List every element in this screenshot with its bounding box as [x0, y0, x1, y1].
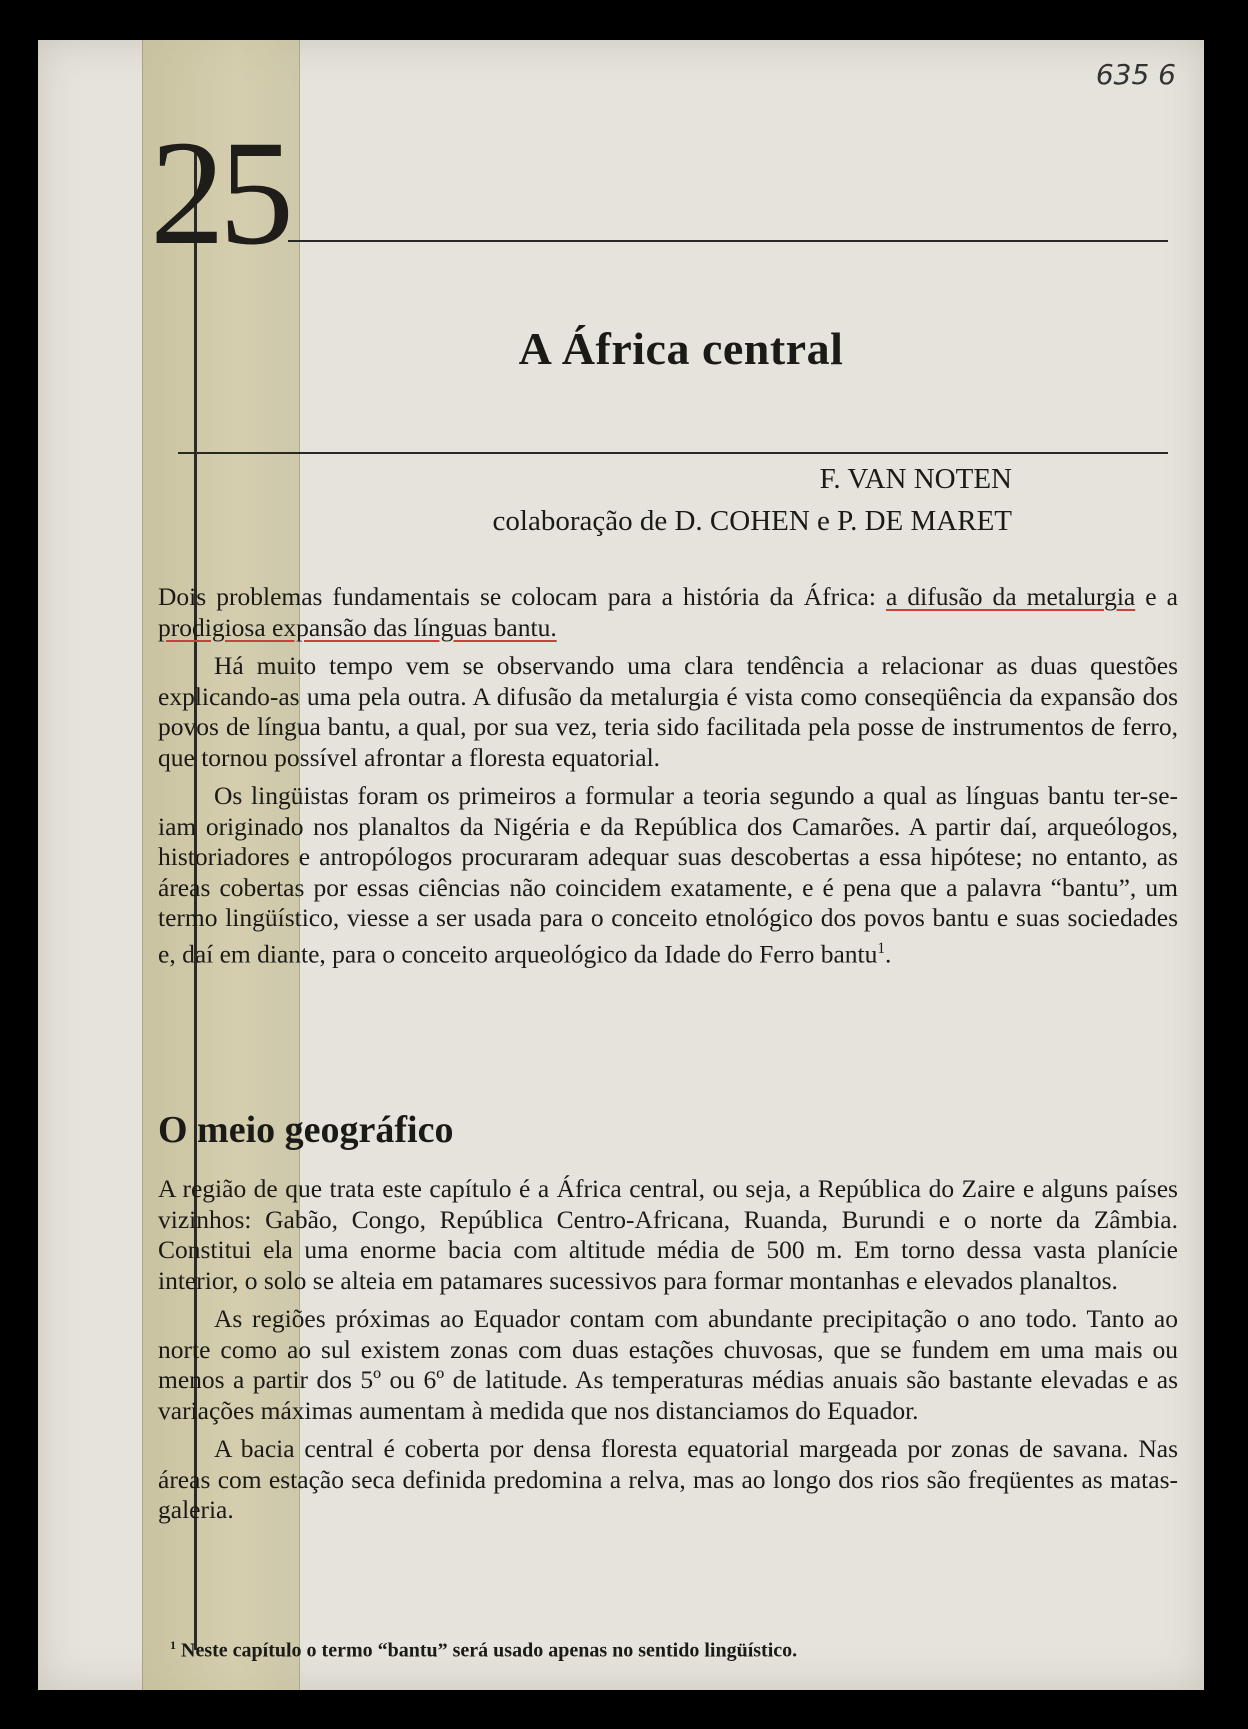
highlight-expansao: prodigiosa expansão das línguas bantu. — [158, 612, 557, 642]
footnote-ref: 1 — [877, 939, 886, 957]
intro-p3-end: . — [885, 939, 892, 968]
handwritten-annotation: 635 6 — [1095, 58, 1176, 91]
chapter-title: A África central — [518, 323, 844, 374]
authors — [493, 458, 1012, 542]
title-rule — [178, 452, 1168, 454]
intro-paragraph-3 — [158, 781, 1178, 970]
section-heading: O meio geográfico — [158, 1109, 454, 1151]
intro-p1-text-b: e a — [1135, 582, 1179, 611]
intro-text — [158, 582, 1178, 978]
author-collab: colaboração de D. COHEN e P. DE MARET — [492, 505, 1012, 537]
intro-p1-text-a: Dois problemas fundamentais se colocam para a história da África: — [158, 582, 886, 611]
footnote-text: Neste capítulo o termo “bantu” será usado apenas no sentido lingüístico. — [176, 1639, 798, 1662]
intro-paragraph-1 — [158, 582, 1178, 643]
chapter-number: 25 — [150, 110, 288, 276]
footnote — [170, 1638, 797, 1663]
section-paragraph-3: A bacia central é coberta por densa floresta equatorial margeada por zonas de savana. Nas áreas com estação seca definida predomina a relva, mas ao longo dos rios são freqüentes as matas-galeria. — [158, 1434, 1178, 1524]
footnote-number: 1 — [170, 1638, 176, 1652]
document-page — [38, 40, 1204, 1690]
section-paragraph-2: As regiões próximas ao Equador contam com abundante precipitação o ano todo. Tanto ao norte como ao sul existem zonas com duas estações chuvosas, que se fundem em uma mais ou menos a partir dos 5º ou 6º de latitude. As temperaturas médias anuais são bastante elevadas e as variações máximas aumentam à medida que nos distanciamos do Equador. — [158, 1304, 1178, 1425]
highlight-difusao: a difusão da metalurgia — [886, 582, 1136, 611]
section-paragraph-1: A região de que trata este capítulo é a África central, ou seja, a República do Zaire e alguns países vizinhos: Gabão, Congo, República Centro-Africana, Ruanda, Burundi e o norte da Zâmbia. Constitui ela uma enorme bacia com altitude média de 500 m. Em torno dessa vasta planície interior, o solo se alteia em patamares sucessivos para formar montanhas e elevados planaltos. — [158, 1174, 1178, 1295]
author-main: F. VAN NOTEN — [819, 463, 1012, 495]
chapter-rule — [288, 240, 1168, 242]
section-text — [158, 1174, 1178, 1534]
intro-p3-text: Os lingüistas foram os primeiros a formular a teoria segundo a qual as línguas bantu ter-se-iam originado nos planaltos da Nigéria e da República dos Camarões. A partir daí, arqueólogos, historiadores e antropólogos procuraram adequar suas descobertas a essa hipótese; no entanto, as áreas cobertas por essas ciências não coincidem exatamente, e é pena que a palavra “bantu”, um termo lingüístico, viesse a ser usada para o conceito etnológico dos povos bantu e suas sociedades e, daí em diante, para o conceito arqueológico da Idade do Ferro bantu — [158, 781, 1178, 968]
intro-paragraph-2: Há muito tempo vem se observando uma clara tendência a relacionar as duas questões explicando-as uma pela outra. A difusão da metalurgia é vista como conseqüência da expansão dos povos de língua bantu, a qual, por sua vez, teria sido facilitada pela posse de instrumentos de ferro, que tornou possível afrontar a floresta equatorial. — [158, 651, 1178, 772]
